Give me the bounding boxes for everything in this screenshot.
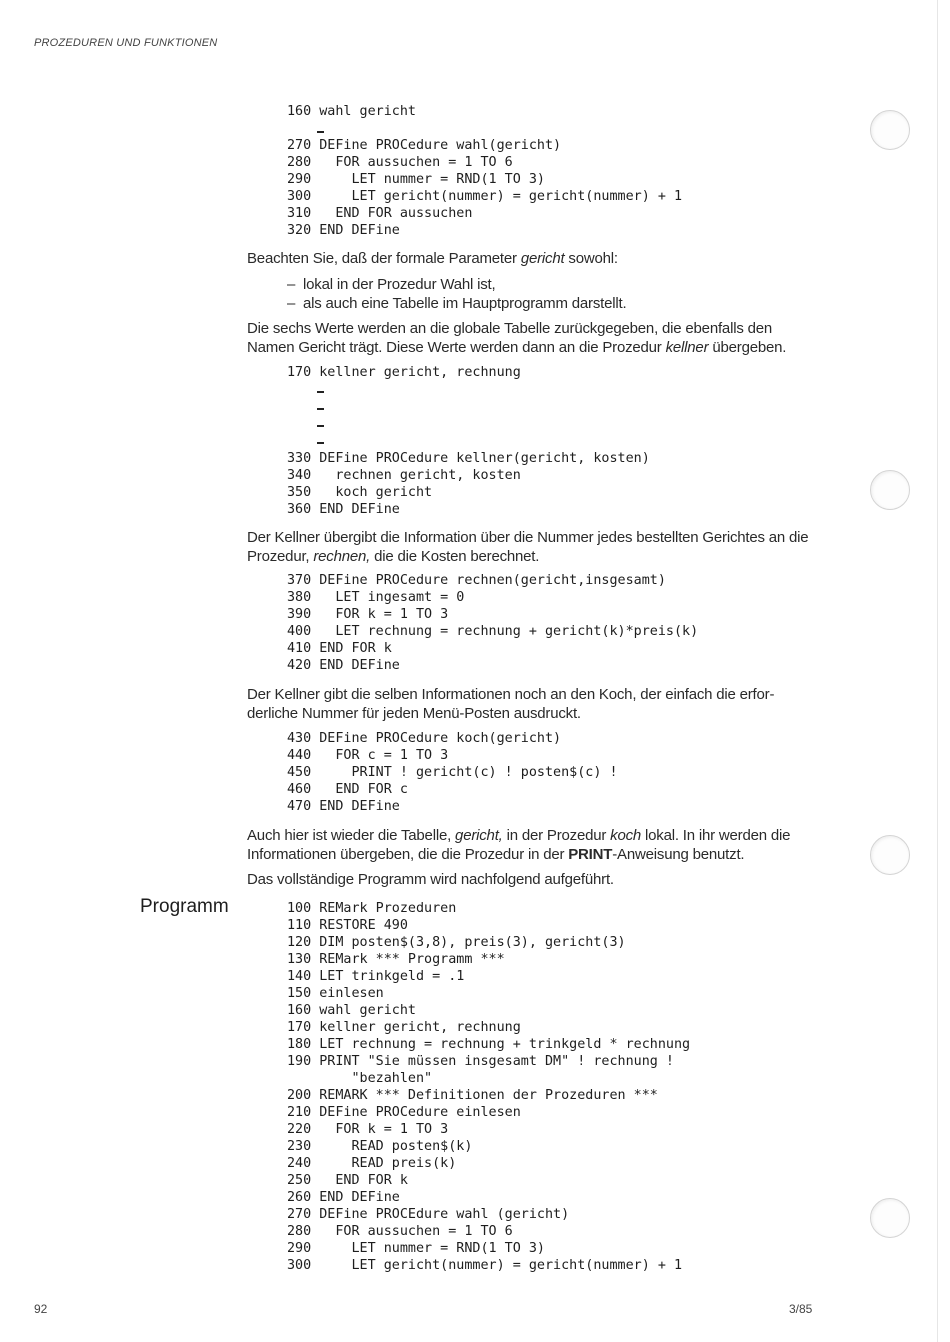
- running-header: PROZEDUREN UND FUNKTIONEN: [34, 37, 218, 49]
- dash: [317, 408, 324, 410]
- page-number: 92: [34, 1302, 48, 1316]
- code-line: 160 wahl gericht: [287, 1003, 416, 1018]
- code-line: 470 END DEFine: [287, 799, 400, 814]
- code-line: 380 LET ingesamt = 0: [287, 590, 465, 605]
- page-edge: [937, 0, 938, 1342]
- paragraph-global-table: Die sechs Werte werden an die globale Tabelle zurückgegeben, die ebenfalls den Namen Gericht trägt. Diese Werte werden dann an die Prozedur kellner übergeben.: [247, 320, 787, 356]
- punch-hole: [870, 1198, 910, 1238]
- code-line: 260 END DEFine: [287, 1190, 400, 1205]
- paragraph-parameter-note: Beachten Sie, daß der formale Parameter gericht sowohl:: [247, 250, 618, 267]
- code-listing-rechnen-def: [287, 572, 698, 674]
- code-listing-wahl-def: [287, 137, 682, 239]
- code-line: 160 wahl gericht: [287, 104, 416, 119]
- bullet-marker: –: [287, 295, 296, 312]
- date-code: 3/85: [789, 1302, 813, 1316]
- list-item: – lokal in der Prozedur Wahl ist,: [287, 276, 496, 293]
- code-line: 180 LET rechnung = rechnung + trinkgeld * rechnung: [287, 1037, 691, 1052]
- code-line: 280 FOR aussuchen = 1 TO 6: [287, 155, 513, 170]
- dash: [317, 442, 324, 444]
- code-line: 420 END DEFine: [287, 658, 400, 673]
- code-line: 340 rechnen gericht, kosten: [287, 468, 521, 483]
- code-line: 170 kellner gericht, rechnung: [287, 1020, 521, 1035]
- code-line: 190 PRINT "Sie müssen insgesamt DM" ! rechnung !: [287, 1054, 674, 1069]
- paragraph-kellner: Der Kellner übergibt die Information über die Nummer jedes bestellten Gerichtes an die Prozedur, rechnen, die die Kosten berechnet.: [247, 529, 809, 565]
- code-line: "bezahlen": [287, 1071, 433, 1086]
- punch-hole: [870, 835, 910, 875]
- code-line: 230 READ posten$(k): [287, 1139, 473, 1154]
- code-listing-koch-def: [287, 730, 618, 815]
- code-line: 250 END FOR k: [287, 1173, 408, 1188]
- code-line: 220 FOR k = 1 TO 3: [287, 1122, 449, 1137]
- code-line: 240 READ preis(k): [287, 1156, 457, 1171]
- punch-hole: [870, 470, 910, 510]
- code-line: 370 DEFine PROCedure rechnen(gericht,insgesamt): [287, 573, 666, 588]
- code-line: 280 FOR aussuchen = 1 TO 6: [287, 1224, 513, 1239]
- code-line: 300 LET gericht(nummer) = gericht(nummer) + 1: [287, 189, 683, 204]
- code-line: 330 DEFine PROCedure kellner(gericht, kosten): [287, 451, 650, 466]
- bullet-list: [287, 275, 626, 313]
- dash: [317, 425, 324, 427]
- code-line: 210 DEFine PROCedure einlesen: [287, 1105, 521, 1120]
- code-line: 350 koch gericht: [287, 485, 433, 500]
- code-line: 390 FOR k = 1 TO 3: [287, 607, 449, 622]
- punch-hole: [870, 110, 910, 150]
- code-line: 270 DEFine PROCedure wahl(gericht): [287, 138, 562, 153]
- code-line: 320 END DEFine: [287, 223, 400, 238]
- code-line: 300 LET gericht(nummer) = gericht(nummer) + 1: [287, 1258, 683, 1273]
- code-line: 450 PRINT ! gericht(c) ! posten$(c) !: [287, 765, 618, 780]
- code-line: 310 END FOR aussuchen: [287, 206, 473, 221]
- code-line: 130 REMark *** Programm ***: [287, 952, 505, 967]
- code-line: 110 RESTORE 490: [287, 918, 408, 933]
- code-line: 400 LET rechnung = rechnung + gericht(k)*preis(k): [287, 624, 699, 639]
- section-heading: Programm: [140, 896, 229, 917]
- code-line: 460 END FOR c: [287, 782, 408, 797]
- code-line: 410 END FOR k: [287, 641, 392, 656]
- code-line: 430 DEFine PROCedure koch(gericht): [287, 731, 562, 746]
- bullet-marker: –: [287, 276, 296, 293]
- code-line: 200 REMARK *** Definitionen der Prozeduren ***: [287, 1088, 658, 1103]
- paragraph-table-local: Auch hier ist wieder die Tabelle, gericht, in der Prozedur koch lokal. In ihr werden die Informationen übergeben, die die Prozedur in der PRINT-Anweisung benutzt.: [247, 827, 791, 863]
- code-listing-wahl-call: [287, 103, 416, 120]
- dash: [317, 131, 324, 133]
- code-listing-kellner-def: [287, 450, 650, 518]
- code-line: 170 kellner gericht, rechnung: [287, 365, 521, 380]
- code-line: 120 DIM posten$(3,8), preis(3), gericht(3): [287, 935, 626, 950]
- code-line: 290 LET nummer = RND(1 TO 3): [287, 1241, 545, 1256]
- paragraph-koch: Der Kellner gibt die selben Informationen noch an den Koch, der einfach die erfor-derliche Nummer für jeden Menü-Posten ausdruckt.: [247, 686, 775, 722]
- list-item: – als auch eine Tabelle im Hauptprogramm darstellt.: [287, 295, 627, 312]
- code-line: 440 FOR c = 1 TO 3: [287, 748, 449, 763]
- code-line: 290 LET nummer = RND(1 TO 3): [287, 172, 545, 187]
- code-line: 270 DEFine PROCEdure wahl (gericht): [287, 1207, 570, 1222]
- code-line: 100 REMark Prozeduren: [287, 901, 457, 916]
- code-line: 150 einlesen: [287, 986, 384, 1001]
- paragraph-program-intro: Das vollständige Programm wird nachfolgend aufgeführt.: [247, 871, 614, 888]
- code-listing-program: [287, 900, 690, 1274]
- code-line: 140 LET trinkgeld = .1: [287, 969, 465, 984]
- code-line: 360 END DEFine: [287, 502, 400, 517]
- code-listing-kellner-call: [287, 364, 521, 381]
- dash: [317, 391, 324, 393]
